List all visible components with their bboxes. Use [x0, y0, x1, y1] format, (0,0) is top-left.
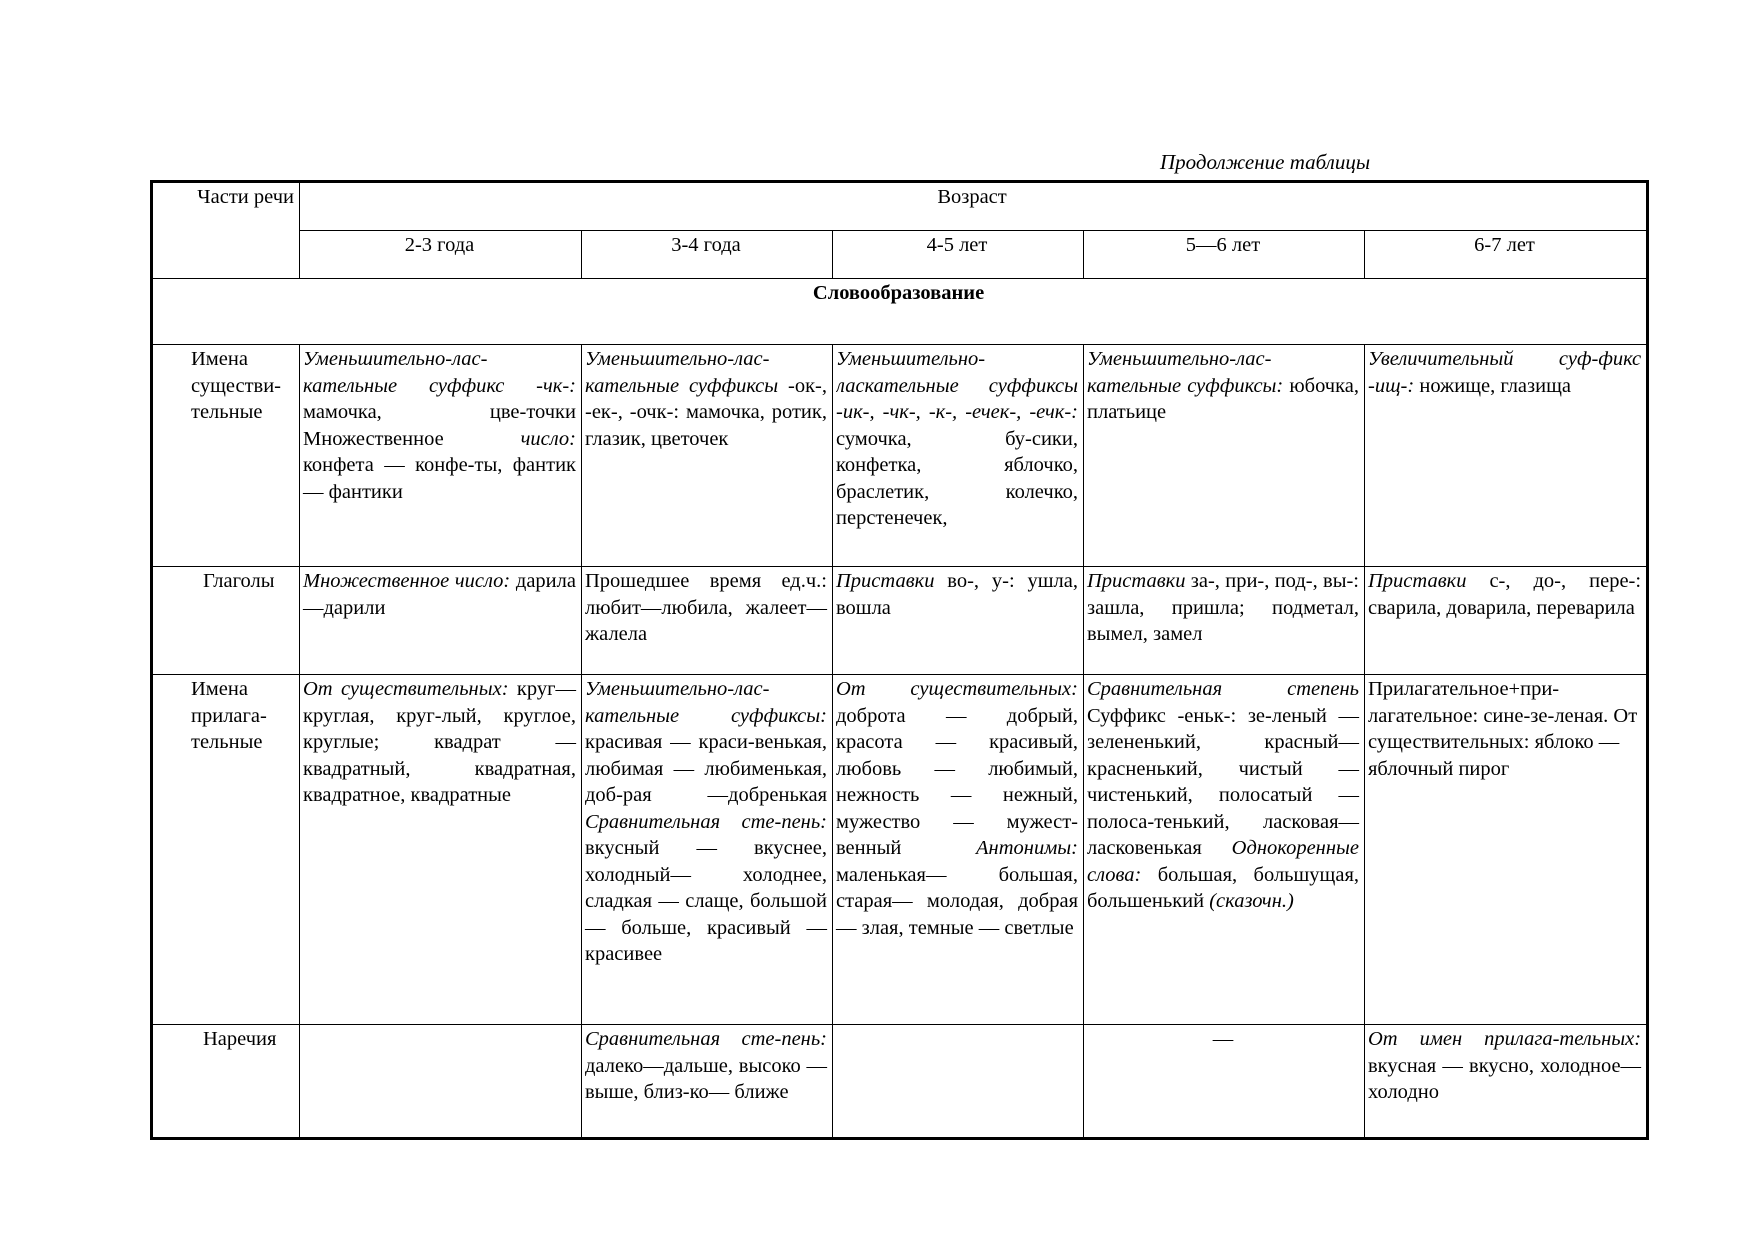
header-row-columns [152, 231, 1648, 279]
cell-text-italic: Уменьшительно-лас-кательные суффиксы: [585, 678, 827, 727]
cell-verbs-5-6 [1084, 567, 1365, 675]
word-formation-table [150, 180, 1649, 1140]
cell-text: во-, у-: ушла, вошла [836, 570, 1078, 619]
cell-text-italic: Уменьшительно-лас-кательные суффикс -чк-: [303, 348, 576, 397]
header-col-6-7: 6-7 лет [1365, 231, 1648, 279]
table-row-adverbs [152, 1025, 1648, 1139]
cell-text: ножище, глазища [1414, 374, 1571, 397]
table-row-adjectives [152, 675, 1648, 1025]
cell-text: круг—круглая, круг-лый, круглое, круглые; квадрат — квадратный, квадратная, квадратное, квадратные [303, 678, 576, 806]
cell-text-italic: Приставки [1087, 570, 1186, 592]
table-row-verbs [152, 567, 1648, 675]
header-col-3-4: 3-4 года [582, 231, 833, 279]
cell-adverbs-6-7 [1365, 1025, 1648, 1139]
cell-verbs-2-3 [300, 567, 582, 675]
cell-nouns-5-6 [1084, 345, 1365, 567]
cell-text: Суффикс -еньк-: зе-леный — зелененький, красный—красненький, чистый — чистенький, полосатый — полоса-тенький, ласковая—ласковенькая [1087, 704, 1359, 859]
cell-text: маленькая— большая, старая— молодая, добрая— злая, темные — светлые [836, 863, 1078, 939]
cell-text-italic: Приставки [1368, 570, 1467, 592]
cell-text-italic: Сравнительная сте-пень: [585, 810, 827, 833]
cell-text: вкусная — вкусно, холодное— холодно [1368, 1054, 1642, 1103]
cell-text: далеко—дальше, высоко — выше, близ-ко— ближе [585, 1054, 827, 1103]
cell-verbs-3-4: Прошедшее время ед.ч.: любит—любила, жалеет—жалела [582, 567, 833, 675]
cell-text: с-, до-, пере-: сварила, доварила, переварила [1368, 570, 1642, 619]
cell-text-italic: От существительных: [836, 678, 1078, 700]
cell-text: -ок-, -ек-, -очк-: мамочка, ротик, глазик, цветочек [585, 374, 827, 450]
cell-text-italic: Множественное число: [303, 570, 511, 592]
header-col-4-5: 4-5 лет [833, 231, 1084, 279]
cell-text-italic: От существительных: [303, 678, 509, 700]
cell-text: вкусный — вкуснее, холодный— холоднее, сладкая — слаще, большой — больше, красивый — красивее [585, 837, 827, 965]
cell-verbs-6-7 [1365, 567, 1648, 675]
cell-text: красивая — краси-венькая, любимая — любименькая, доб-рая —добренькая [585, 731, 827, 806]
cell-adverbs-5-6: — [1084, 1025, 1365, 1139]
cell-adverbs-2-3 [300, 1025, 582, 1139]
header-col-2-3: 2-3 года [300, 231, 582, 279]
cell-text: конфета — конфе-ты, фантик— фантики [303, 454, 576, 503]
header-parts-of-speech: Части речи [152, 182, 300, 279]
cell-nouns-4-5 [833, 345, 1084, 567]
cell-text: большая, большущая, большенький [1087, 863, 1359, 912]
cell-adverbs-4-5 [833, 1025, 1084, 1139]
cell-text: дарила—дарили [303, 570, 576, 619]
row-label-nouns: Имена существи-тельные [152, 345, 300, 567]
section-title: Словообразование [152, 279, 1648, 345]
cell-text: за-, при-, под-, вы-: зашла, пришла; подметал, вымел, замел [1087, 570, 1359, 645]
cell-clip [836, 346, 1078, 532]
cell-verbs-4-5 [833, 567, 1084, 675]
header-age: Возраст [300, 182, 1648, 231]
cell-text-italic: Уменьшительно-лас-кательные суффиксы: [1087, 348, 1284, 397]
row-label-adverbs: Наречия [152, 1025, 300, 1139]
row-label-verbs: Глаголы [152, 567, 300, 675]
cell-adjectives-5-6 [1084, 675, 1365, 1025]
header-row-age [152, 182, 1648, 231]
cell-adjectives-6-7: Прилагательное+при-лагательное: сине-зе-леная. От существительных: яблоко — яблочный пирог [1365, 675, 1648, 1025]
cell-text-italic: Уменьшительно-лас-кательные суффиксы [585, 348, 779, 397]
cell-text-italic: Уменьшительно-ласкательные суффиксы -ик-, -чк-, -к-, -ечек-, -ечк-: [836, 348, 1078, 423]
cell-text-italic: (сказочн.) [1209, 890, 1294, 912]
cell-nouns-3-4 [582, 345, 833, 567]
cell-text-italic: Приставки [836, 570, 935, 592]
cell-nouns-6-7 [1365, 345, 1648, 567]
cell-text-italic: От имен прилага-тельных: [1368, 1028, 1642, 1050]
header-col-5-6: 5—6 лет [1084, 231, 1365, 279]
cell-text-italic: Увеличительный суф-фикс -ищ-: [1368, 348, 1642, 397]
cell-text-italic: число: [520, 427, 576, 450]
section-row [152, 279, 1648, 345]
table-continuation-caption: Продолжение таблицы [1160, 150, 1371, 174]
cell-adjectives-4-5 [833, 675, 1084, 1025]
cell-text: юбочка, платьице [1087, 374, 1359, 423]
cell-adjectives-2-3 [300, 675, 582, 1025]
cell-text: мамочка, цве-точки Множественное [303, 401, 576, 450]
cell-adjectives-3-4 [582, 675, 833, 1025]
cell-text-italic: Однокоренные слова: [1087, 837, 1359, 886]
row-label-adjectives: Имена прилага-тельные [152, 675, 300, 1025]
cell-text: доброта — добрый, красота — красивый, любовь — любимый, нежность — нежный, мужество — мужест-венный [836, 704, 1078, 859]
cell-text-italic: Сравнительная сте-пень: [585, 1028, 827, 1050]
table-row-nouns [152, 345, 1648, 567]
cell-nouns-2-3 [300, 345, 582, 567]
cell-text-italic: Антонимы: [976, 837, 1078, 859]
cell-text: сумочка, бу-сики, конфетка, яблочко, браслетик, колечко, перстенечек, [836, 427, 1078, 529]
cell-adverbs-3-4 [582, 1025, 833, 1139]
cell-text-italic: Сравнительная степень [1087, 678, 1359, 700]
